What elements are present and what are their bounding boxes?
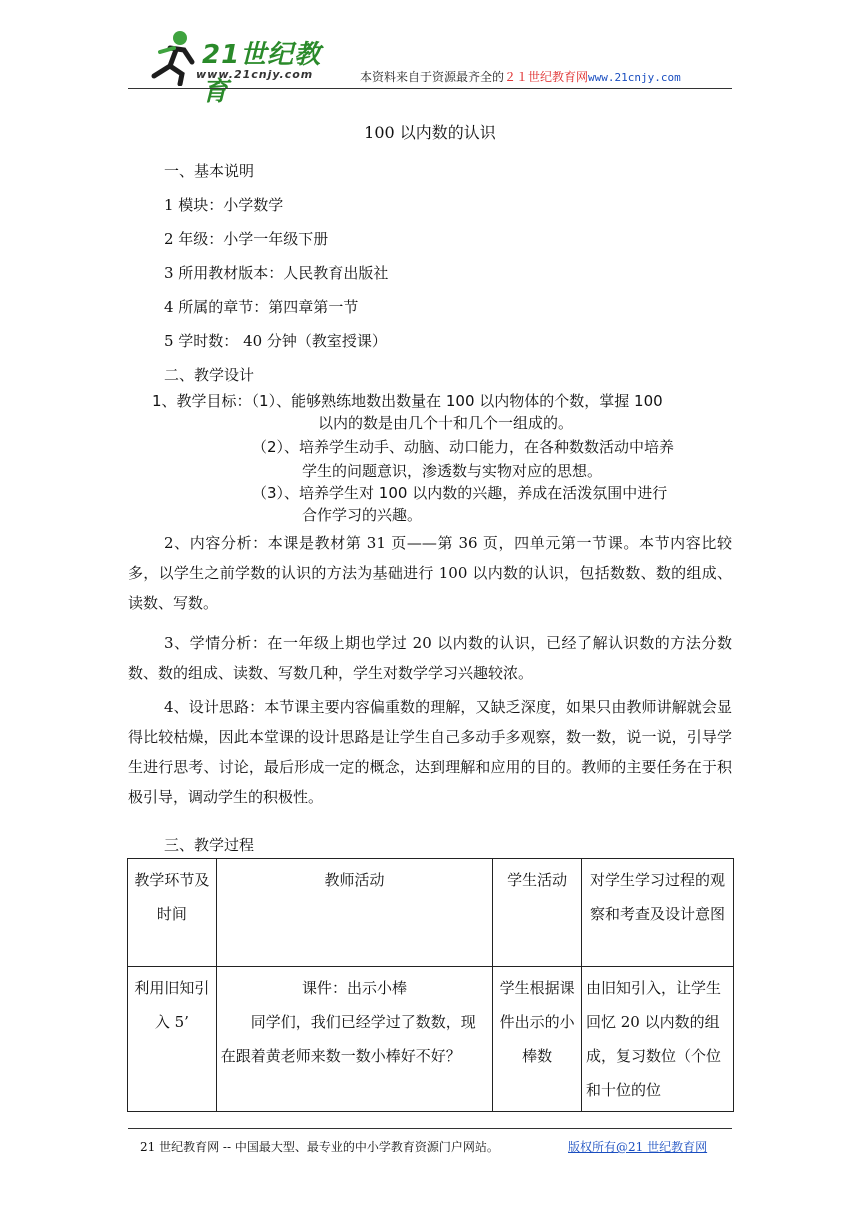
section3-heading: 三、教学过程 xyxy=(164,836,255,854)
header-source-url[interactable]: www.21cnjy.com xyxy=(588,71,681,84)
row1-design: 由旧知引入，让学生回忆 20 以内数的组成，复习数位（个位和十位的位 xyxy=(581,967,733,1112)
header-stage: 教学环节及时间 xyxy=(128,859,217,967)
row1-stage: 利用旧知引入 5’ xyxy=(128,967,217,1112)
header-source-site[interactable]: ２１世纪教育网 xyxy=(504,70,589,84)
row1-teacher-l2: 同学们，我们已经学过了数数，现在跟着黄老师来数一数小棒好不好？ xyxy=(220,1013,476,1065)
process-table xyxy=(127,858,734,1112)
header-source xyxy=(360,68,681,85)
section1-heading: 一、基本说明 xyxy=(164,162,255,180)
logo-url: www.21cnjy.com xyxy=(196,68,314,81)
goal-3-line1: （3）、培养学生对 100 以内数的兴趣，养成在活泼氛围中进行 xyxy=(252,484,668,502)
section2-heading: 二、教学设计 xyxy=(164,366,255,384)
header-design: 对学生学习过程的观察和考查及设计意图 xyxy=(581,859,733,967)
footer-divider xyxy=(128,1128,732,1129)
learner-analysis: 3、学情分析：在一年级上期也学过 20 以内数的认识，已经了解认识数的方法分数数、数的组成、读数、写数几种，学生对数学学习兴趣较浓。 xyxy=(128,634,732,682)
footer-text: 21 世纪教育网 -- 中国最大型、最专业的中小学教育资源门户网站。 xyxy=(140,1140,499,1154)
table-row xyxy=(128,967,734,1112)
row1-teacher-l1: 课件：出示小棒 xyxy=(301,979,407,997)
info-chapter: 4 所属的章节：第四章第一节 xyxy=(164,298,359,316)
info-hours: 5 学时数： 40 分钟（教室授课） xyxy=(164,332,387,350)
header-divider xyxy=(128,88,732,89)
document-title: 100 以内数的认识 xyxy=(364,123,496,142)
info-textbook: 3 所用教材版本：人民教育出版社 xyxy=(164,264,389,282)
header-student: 学生活动 xyxy=(493,859,582,967)
goal-2-line1: （2）、培养学生动手、动脑、动口能力，在各种数数活动中培养 xyxy=(252,438,675,456)
design-rationale: 4、设计思路：本节课主要内容偏重数的理解，又缺乏深度，如果只由教师讲解就会显得比较枯燥，因此本堂课的设计思路是让学生自己多动手多观察，数一数，说一说，引导学生进行思考、讨论，最后形成一定的概念，达到理解和应用的目的。教师的主要任务在于积极引导，调动学生的积极性。 xyxy=(128,698,732,806)
goal-1-line1: 1、教学目标：（1）、能够熟练地数出数量在 100 以内物体的个数，掌握 100 xyxy=(152,392,663,410)
table-header-row xyxy=(128,859,734,967)
info-module: 1 模块：小学数学 xyxy=(164,196,284,214)
info-grade: 2 年级：小学一年级下册 xyxy=(164,230,329,248)
goal-2-line2: 学生的问题意识，渗透数与实物对应的思想。 xyxy=(302,462,603,480)
logo-text: 21世纪教育 xyxy=(202,40,322,107)
header-teacher: 教师活动 xyxy=(216,859,492,967)
content-analysis: 2、内容分析：本课是教材第 31 页——第 36 页，四单元第一节课。本节内容比较多，以学生之前学数的认识的方法为基础进行 100 以内数的认识，包括数数、数的组成、读数、写数。 xyxy=(128,534,732,612)
goal-3-line2: 合作学习的兴趣。 xyxy=(302,506,423,524)
row1-student: 学生根据课件出示的小棒数 xyxy=(493,967,582,1112)
row1-teacher xyxy=(216,967,492,1112)
footer-copyright-link[interactable]: 版权所有@21 世纪教育网 xyxy=(568,1140,708,1154)
site-logo xyxy=(140,28,340,107)
header-source-prefix: 本资料来自于资源最齐全的 xyxy=(360,70,505,84)
goal-1-line2: 以内的数是由几个十和几个一组成的。 xyxy=(318,414,574,432)
